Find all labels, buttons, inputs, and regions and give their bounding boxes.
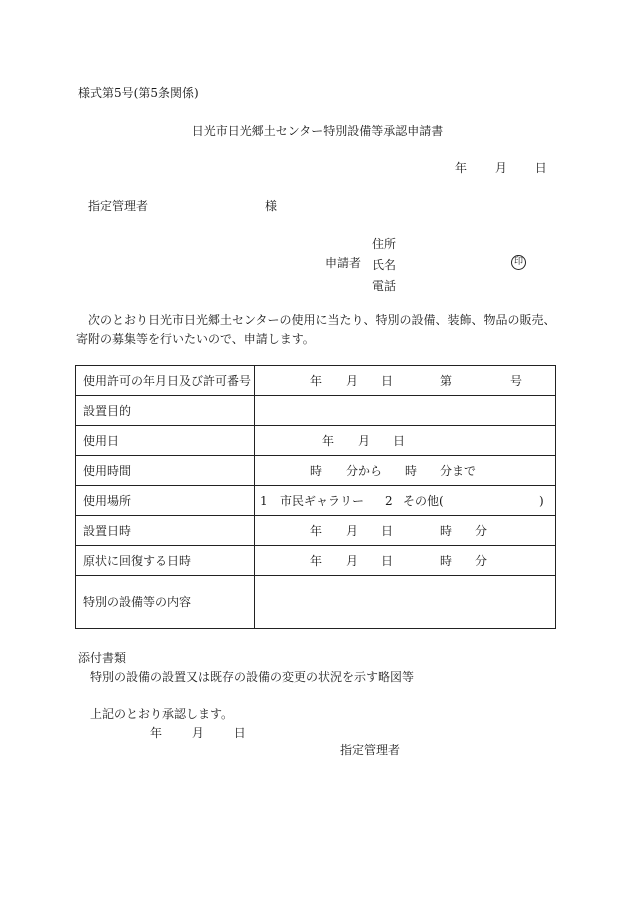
attachments-heading: 添付書類 xyxy=(78,651,127,665)
part-minute: 分 xyxy=(475,523,488,538)
row-value[interactable] xyxy=(255,396,556,426)
application-table xyxy=(75,365,556,629)
option-2-label: その他( xyxy=(403,493,444,508)
option-1-label: 市民ギャラリー xyxy=(280,493,365,508)
row-value[interactable] xyxy=(255,426,556,456)
part-month: 月 xyxy=(346,553,359,568)
applicant-fields xyxy=(372,237,396,300)
seal-icon: 印 xyxy=(511,255,526,270)
application-date xyxy=(455,161,547,175)
option-2-close: ) xyxy=(539,493,544,508)
part-day: 日 xyxy=(393,433,406,448)
date-year: 年 xyxy=(150,726,163,740)
part-hour: 時 xyxy=(440,553,453,568)
part-month: 月 xyxy=(346,523,359,538)
part-hour: 時 xyxy=(440,523,453,538)
table-row xyxy=(76,366,556,396)
part-minute-from: 分から xyxy=(346,463,383,478)
row-label: 使用日 xyxy=(76,426,255,456)
row-label: 原状に回復する日時 xyxy=(76,546,255,576)
row-label: 設置目的 xyxy=(76,396,255,426)
row-label: 使用場所 xyxy=(76,486,255,516)
part-number-prefix: 第 xyxy=(440,373,453,388)
row-label: 特別の設備等の内容 xyxy=(76,576,255,629)
part-day: 日 xyxy=(381,523,394,538)
date-year: 年 xyxy=(455,161,468,175)
table-row xyxy=(76,546,556,576)
row-label: 使用許可の年月日及び許可番号 xyxy=(76,366,255,396)
row-value[interactable] xyxy=(255,456,556,486)
addressee-honorific: 様 xyxy=(265,199,278,213)
table-row xyxy=(76,516,556,546)
addressee xyxy=(88,199,278,213)
applicant-label: 申請者 xyxy=(325,256,362,270)
part-year: 年 xyxy=(310,523,323,538)
part-year: 年 xyxy=(310,553,323,568)
row-value[interactable] xyxy=(255,546,556,576)
row-label: 設置日時 xyxy=(76,516,255,546)
table-row xyxy=(76,396,556,426)
approval-date xyxy=(150,726,246,740)
part-day: 日 xyxy=(381,553,394,568)
table-row xyxy=(76,486,556,516)
part-minute-until: 分まで xyxy=(440,463,477,478)
table-row xyxy=(76,456,556,486)
row-label: 使用時間 xyxy=(76,456,255,486)
row-value[interactable] xyxy=(255,486,556,516)
phone-label: 電話 xyxy=(372,279,397,293)
table-row xyxy=(76,576,556,629)
part-month: 月 xyxy=(346,373,359,388)
date-day: 日 xyxy=(534,161,547,175)
part-hour: 時 xyxy=(405,463,418,478)
date-month: 月 xyxy=(191,726,204,740)
option-1-number: 1 xyxy=(260,493,268,508)
part-day: 日 xyxy=(381,373,394,388)
intro-paragraph: 次のとおり日光市日光郷土センターの使用に当たり、特別の設備、装飾、物品の販売、寄附の募集等を行いたいので、申請します。 xyxy=(76,313,556,346)
part-hour: 時 xyxy=(310,463,323,478)
form-number: 様式第5号(第5条関係) xyxy=(78,86,199,100)
attachments-item: 特別の設備の設置又は既存の設備の変更の状況を示す略図等 xyxy=(90,670,415,684)
part-year: 年 xyxy=(322,433,335,448)
row-value[interactable] xyxy=(255,576,556,629)
part-minute: 分 xyxy=(475,553,488,568)
approval-signer: 指定管理者 xyxy=(340,743,401,757)
part-month: 月 xyxy=(358,433,371,448)
address-label: 住所 xyxy=(372,237,397,251)
part-year: 年 xyxy=(310,373,323,388)
row-value[interactable] xyxy=(255,516,556,546)
addressee-label: 指定管理者 xyxy=(88,199,149,213)
document-title: 日光市日光郷土センター特別設備等承認申請書 xyxy=(191,124,444,138)
part-number-suffix: 号 xyxy=(510,373,523,388)
table-row xyxy=(76,426,556,456)
date-day: 日 xyxy=(233,726,246,740)
row-value[interactable] xyxy=(255,366,556,396)
option-2-number: 2 xyxy=(385,493,393,508)
name-label: 氏名 xyxy=(372,258,397,272)
date-month: 月 xyxy=(494,161,507,175)
approval-statement: 上記のとおり承認します。 xyxy=(90,707,234,721)
